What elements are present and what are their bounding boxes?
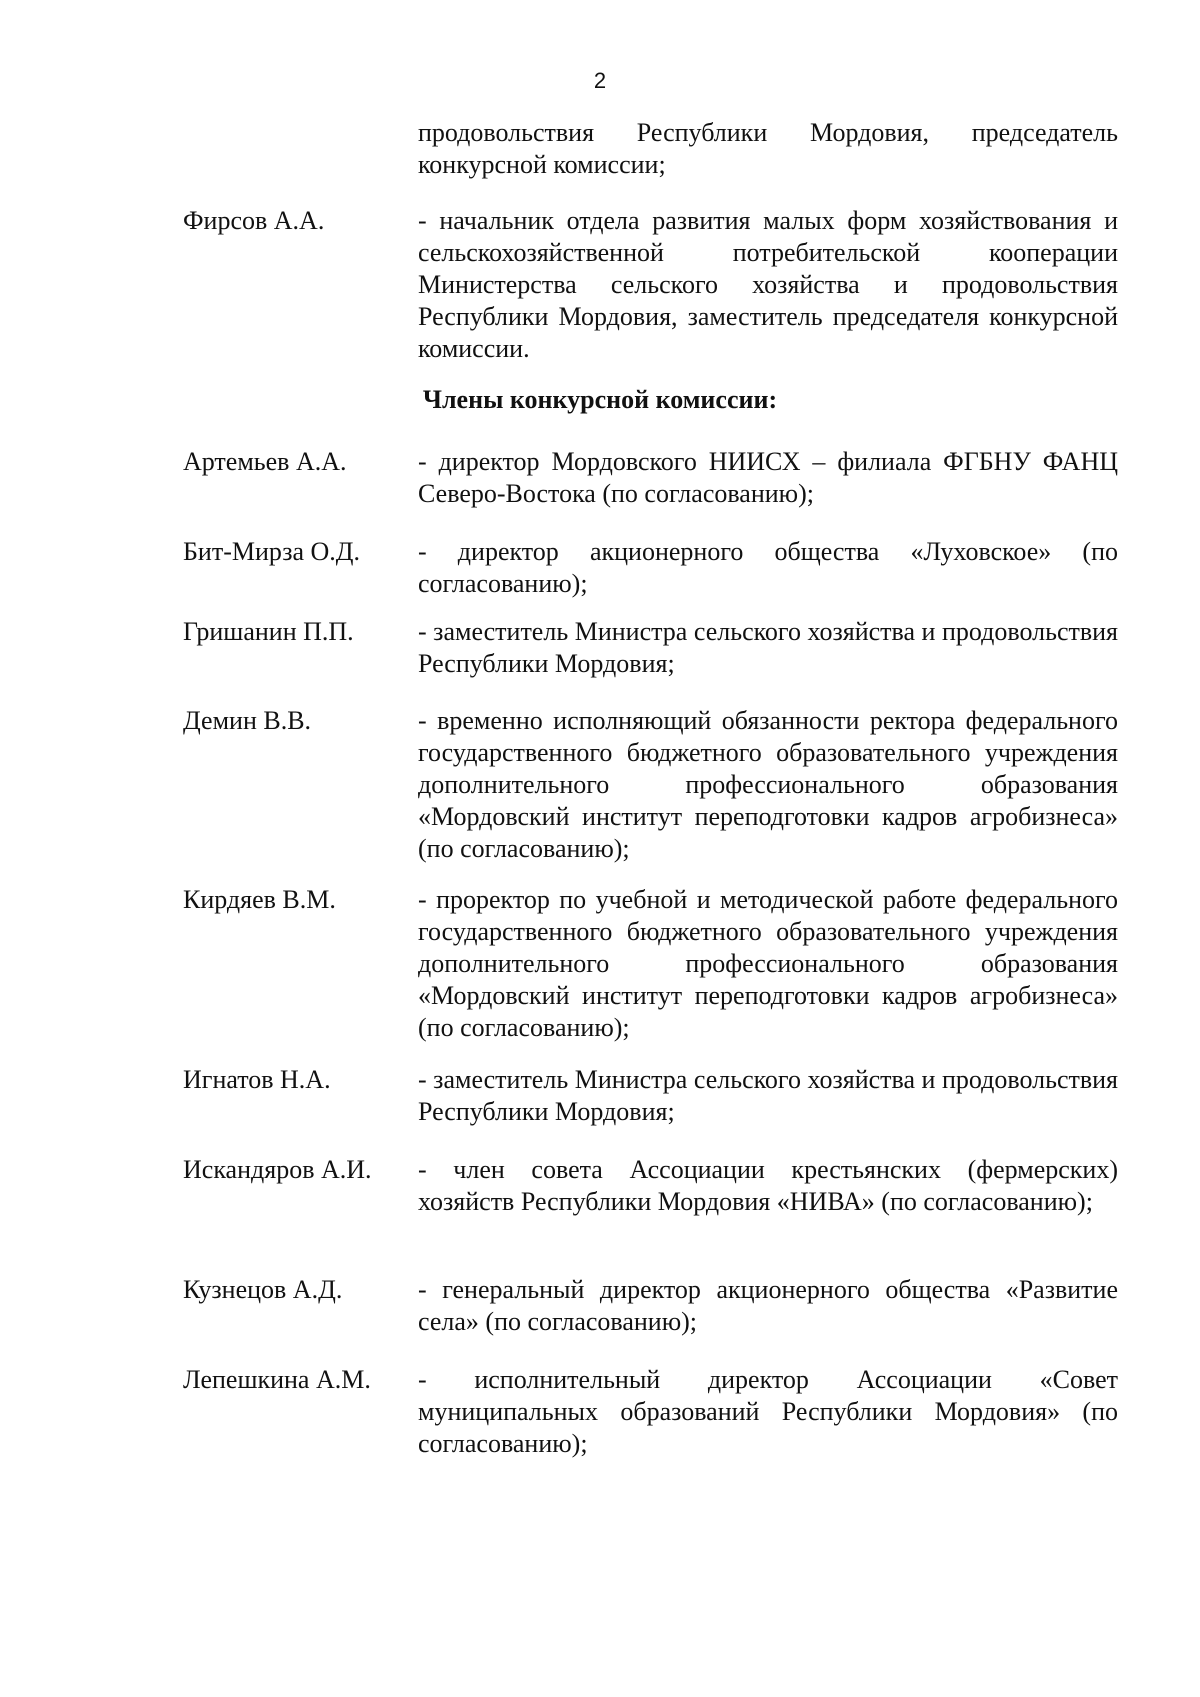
member-description: - временно исполняющий обязанности ректора федерального государственного бюджетного образовательного учреждения дополнительного профессионального образования «Мордовский институт переподготовки кадров агробизнеса» (по согласованию);	[418, 706, 1118, 863]
member-name: Кирдяев В.М.	[183, 885, 336, 914]
member-name: Бит-Мирза О.Д.	[183, 537, 361, 566]
member-description: - исполнительный директор Ассоциации «Совет муниципальных образований Республики Мордовия» (по согласованию);	[418, 1365, 1118, 1458]
member-name: Гришанин П.П.	[183, 617, 354, 646]
member-description: - генеральный директор акционерного общества «Развитие села» (по согласованию);	[418, 1275, 1118, 1336]
members-heading: Члены конкурсной комиссии:	[422, 385, 778, 414]
member-name: Демин В.В.	[183, 706, 312, 735]
member-description: - проректор по учебной и методической работе федерального государственного бюджетного образовательного учреждения дополнительного профессионального образования «Мордовский институт переподготовки кадров агробизнеса» (по согласованию);	[418, 885, 1118, 1042]
member-description: - начальник отдела развития малых форм хозяйствования и сельскохозяйственной потребительской кооперации Министерства сельского хозяйства и продовольствия Республики Мордовия, заместитель председателя конкурсной комиссии.	[418, 206, 1118, 363]
member-description: - директор акционерного общества «Луховское» (по согласованию);	[418, 537, 1118, 598]
member-name: Игнатов Н.А.	[183, 1065, 331, 1094]
member-name: Артемьев А.А.	[183, 447, 347, 476]
member-description: - заместитель Министра сельского хозяйства и продовольствия Республики Мордовия;	[418, 617, 1118, 678]
member-name: Фирсов А.А.	[183, 206, 325, 235]
member-description: - член совета Ассоциации крестьянских (фермерских) хозяйств Республики Мордовия «НИВА» (по согласованию);	[418, 1155, 1118, 1216]
member-name: Кузнецов А.Д.	[183, 1275, 343, 1304]
continuation-text: продовольствия Республики Мордовия, председатель конкурсной комиссии;	[418, 118, 1118, 179]
page-number: 2	[593, 68, 607, 93]
member-description: - заместитель Министра сельского хозяйства и продовольствия Республики Мордовия;	[418, 1065, 1118, 1126]
member-name: Лепешкина А.М.	[183, 1365, 371, 1394]
member-description: - директор Мордовского НИИСХ – филиала ФГБНУ ФАНЦ Северо-Востока (по согласованию);	[418, 447, 1118, 508]
member-name: Искандяров А.И.	[183, 1155, 372, 1184]
